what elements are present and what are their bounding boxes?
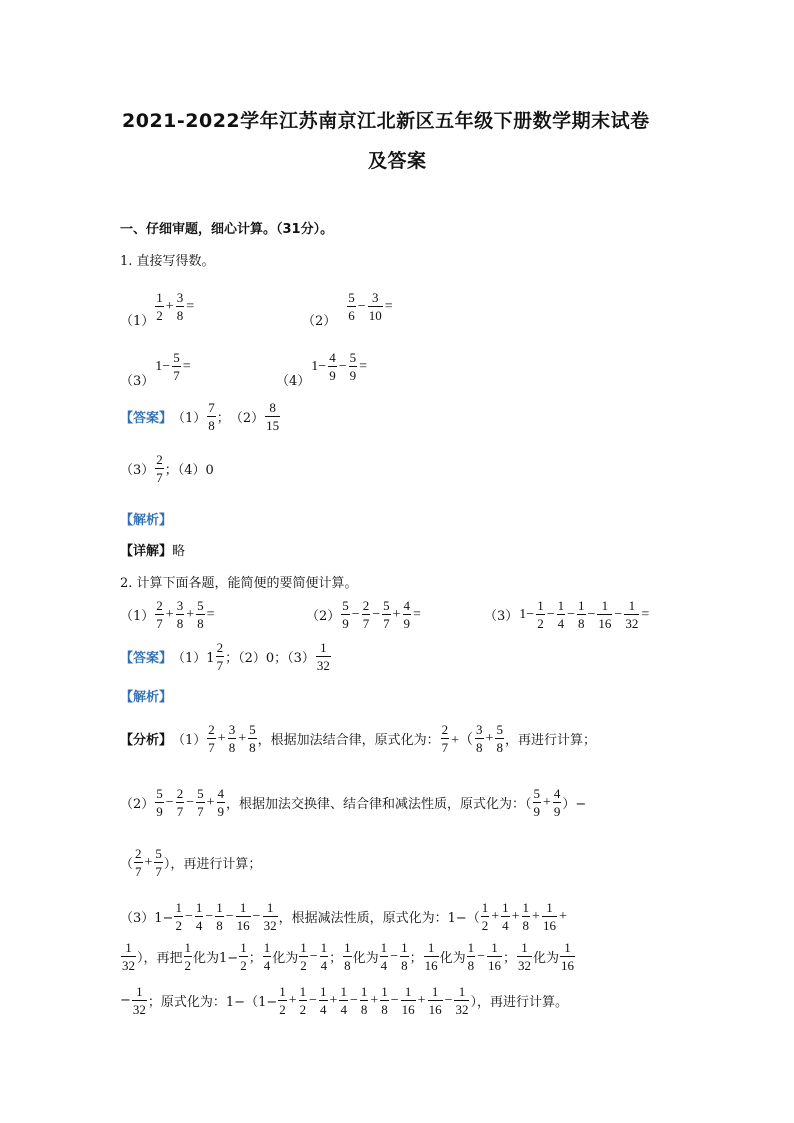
page-title: 2021-2022学年江苏南京江北新区五年级下册数学期末试卷: [122, 110, 650, 132]
q1-item-3: （3） 1− $\frac{5}{7}$ =: [120, 350, 191, 389]
q2-answer: 【答案】 （1）1 $\frac{2}{7}$ ；（2）0；（3） $\frac{1}{32}$: [120, 640, 330, 673]
item-label: （2）: [302, 314, 337, 329]
q1-item-4: （4） 1− $\frac{4}{9}$ − $\frac{5}{9}$ =: [276, 350, 367, 389]
analysis-line-5: $\frac{1}{32}$ ），再把 $\frac{1}{2}$ 化为1− $\frac{1}{2}$ ； $\frac{1}{4}$ 化为 $\frac{1}{2}$ − $\frac{1}{4}$ ； $\frac{1}{8}$ 化为 $\frac{1}{4}$ − $\frac{1}{8}$ ； $\frac{1}{16}$ 化为 $\frac{1}{8}$ − $\frac{1}{16}$ ； $\frac{1}{32}$ 化为 $\frac{1}{16}$: [122, 940, 575, 973]
analysis-line-2: （2） $\frac{5}{9}$ − $\frac{2}{7}$ − $\frac{5}{7}$ + $\frac{4}{9}$ ，根据加法交换律、结合律和减法性质，原式化为：（ $\frac{5}{9}$ + $\frac{4}{9}$ ）−: [120, 786, 587, 819]
item-label: （4）: [276, 374, 311, 389]
analysis-tag: 【解析】: [120, 513, 173, 528]
answer-tag: 【答案】: [120, 651, 173, 666]
analysis-line-4: （3）1− $\frac{1}{2}$ − $\frac{1}{4}$ − $\frac{1}{8}$ − $\frac{1}{16}$ − $\frac{1}{32}$ ，根据减法性质，原式化为：1−（ $\frac{1}{2}$ + $\frac{1}{4}$ + $\frac{1}{8}$ + $\frac{1}{16}$ +: [120, 900, 567, 933]
q1-item-2: （2） $\frac{5}{6}$ − $\frac{3}{10}$ =: [302, 290, 393, 329]
detail-line: 【详解】略: [120, 544, 186, 559]
analysis-tag-2: 【解析】: [120, 690, 173, 705]
analysis-line-1: 【分析】 （1） $\frac{2}{7}$ + $\frac{3}{8}$ + $\frac{5}{8}$ ，根据加法结合律，原式化为： $\frac{2}{7}$ +（ $\frac{3}{8}$ + $\frac{5}{8}$ ，再进行计算；: [120, 722, 596, 755]
analysis-line-6: − $\frac{1}{32}$ ；原式化为：1−（1− $\frac{1}{2}$ + $\frac{1}{2}$ − $\frac{1}{4}$ + $\frac{1}{4}$ − $\frac{1}{8}$ + $\frac{1}{8}$ − $\frac{1}{16}$ + $\frac{1}{16}$ − $\frac{1}{32}$ ），再进行计算。: [120, 984, 568, 1017]
question-2-stem: 2. 计算下面各题，能简便的要简便计算。: [120, 576, 358, 591]
analysis-line-3: （ $\frac{2}{7}$ + $\frac{5}{7}$ ），再进行计算；: [120, 846, 262, 879]
q2-part-1: （1） $\frac{2}{7}$ + $\frac{3}{8}$ + $\frac{5}{8}$ =: [120, 598, 215, 631]
item-label: （1）: [120, 314, 155, 329]
q1-item-1: （1） $\frac{1}{2}$ + $\frac{3}{8}$ =: [120, 290, 195, 329]
page-title-line2: 及答案: [368, 150, 427, 172]
question-1-stem: 1. 直接写得数。: [120, 254, 215, 269]
item-label: （3）: [120, 374, 155, 389]
q1-answer: 【答案】 （1） $\frac{7}{8}$ ； （2） $\frac{8}{15}$: [120, 400, 280, 433]
q2-part-2: （2） $\frac{5}{9}$ − $\frac{2}{7}$ − $\frac{5}{7}$ + $\frac{4}{9}$ =: [306, 598, 421, 631]
answer-tag: 【答案】: [120, 411, 173, 426]
q1-answer-2: （3） $\frac{2}{7}$ ；（4）0: [120, 452, 214, 485]
q2-part-3: （3） 1− $\frac{1}{2}$ − $\frac{1}{4}$ − $\frac{1}{8}$ − $\frac{1}{16}$ − $\frac{1}{32}$ =: [484, 598, 650, 631]
section-heading: 一、仔细审题，细心计算。（31分）。: [120, 222, 334, 237]
